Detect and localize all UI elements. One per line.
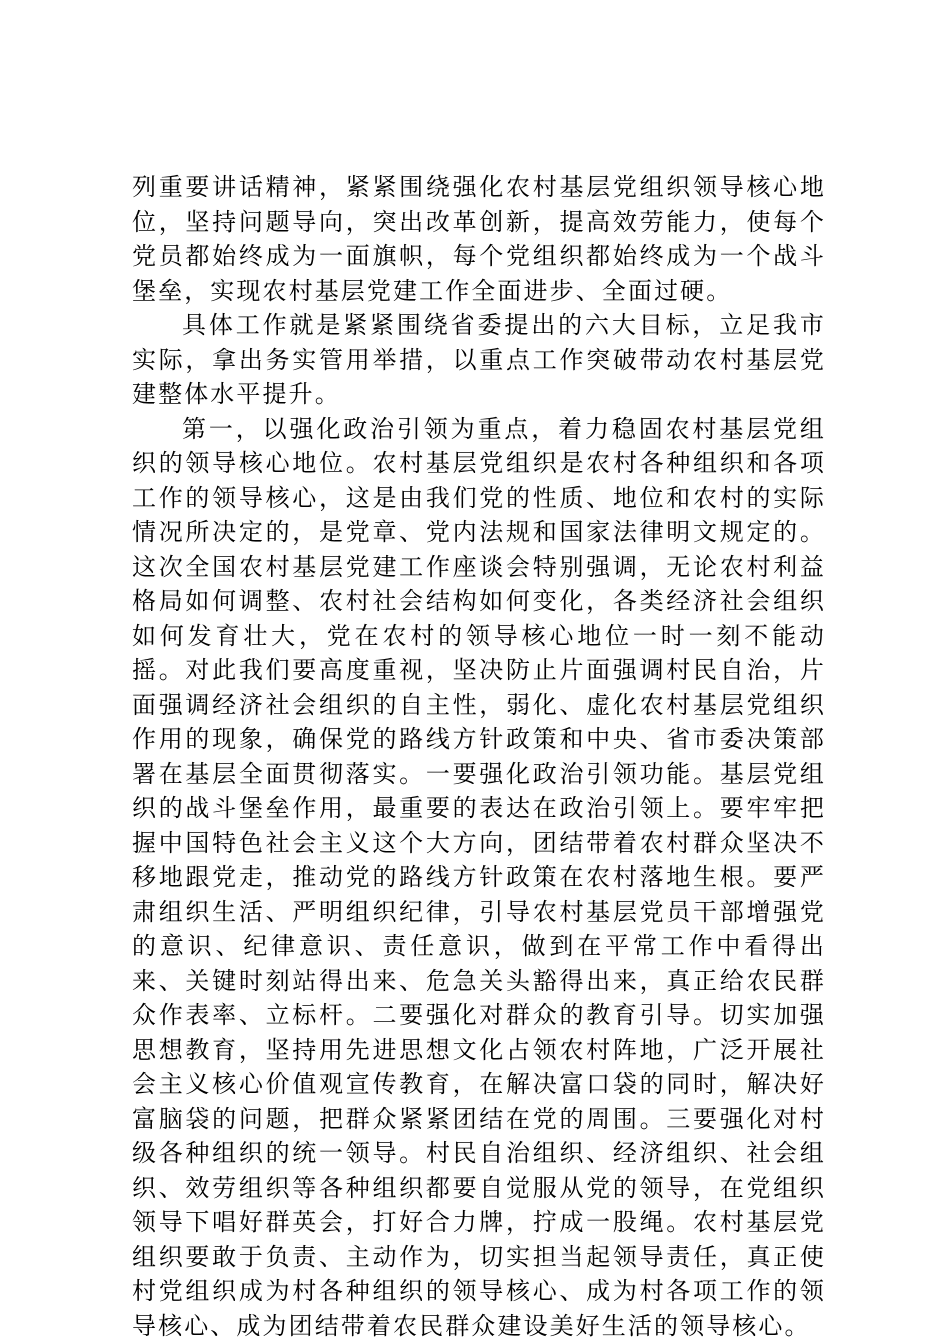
paragraph-3: 第一，以强化政治引领为重点，着力稳固农村基层党组织的领导核心地位。农村基层党组织是农村各种组织和各项工作的领导核心，这是由我们党的性质、地位和农村的实际情况所决定的，是党章、党内法规和国家法律明文规定的。这次全国农村基层党建工作座谈会特别强调，无论农村利益格局如何调整、农村社会结构如何变化，各类经济社会组织如何发育壮大，党在农村的领导核心地位一时一刻不能动摇。对此我们要高度重视，坚决防止片面强调村民自治，片面强调经济社会组织的自主性，弱化、虚化农村基层党组织作用的现象，确保党的路线方针政策和中央、省市委决策部署在基层全面贯彻落实。一要强化政治引领功能。基层党组织的战斗堡垒作用，最重要的表达在政治引领上。要牢牢把握中国特色社会主义这个大方向，团结带着农村群众坚决不移地跟党走，推动党的路线方针政策在农村落地生根。要严肃组织生活、严明组织纪律，引导农村基层党员干部增强党的意识、纪律意识、责任意识，做到在平常工作中看得出来、关键时刻站得出来、危急关头豁得出来，真正给农民群众作表率、立标杆。二要强化对群众的教育引导。切实加强思想教育，坚持用先进思想文化占领农村阵地，广泛开展社会主义核心价值观宣传教育，在解决富口袋的同时，解决好富脑袋的问题，把群众紧紧团结在党的周围。三要强化对村级各种组织的统一领导。村民自治组织、经济组织、社会组织、效劳组织等各种组织都要自觉服从党的领导，在党组织领导下唱好群英会，打好合力牌，拧成一股绳。农村基层党组织要敢于负责、主动作为，切实担当起领导责任，真正使村党组织成为村各种组织的领导核心、成为村各项工作的领导核心、成为团结带着农民群众建设美好生活的领导核心。 [132,414,826,1340]
document-body [132,170,826,1343]
paragraph-1: 列重要讲话精神，紧紧围绕强化农村基层党组织领导核心地位，坚持问题导向，突出改革创新，提高效劳能力，使每个党员都始终成为一面旗帜，每个党组织都始终成为一个战斗堡垒，实现农村基层党建工作全面进步、全面过硬。 [132,173,826,305]
paragraph-2: 具体工作就是紧紧围绕省委提出的六大目标，立足我市实际，拿出务实管用举措，以重点工作突破带动农村基层党建整体水平提升。 [132,311,826,408]
